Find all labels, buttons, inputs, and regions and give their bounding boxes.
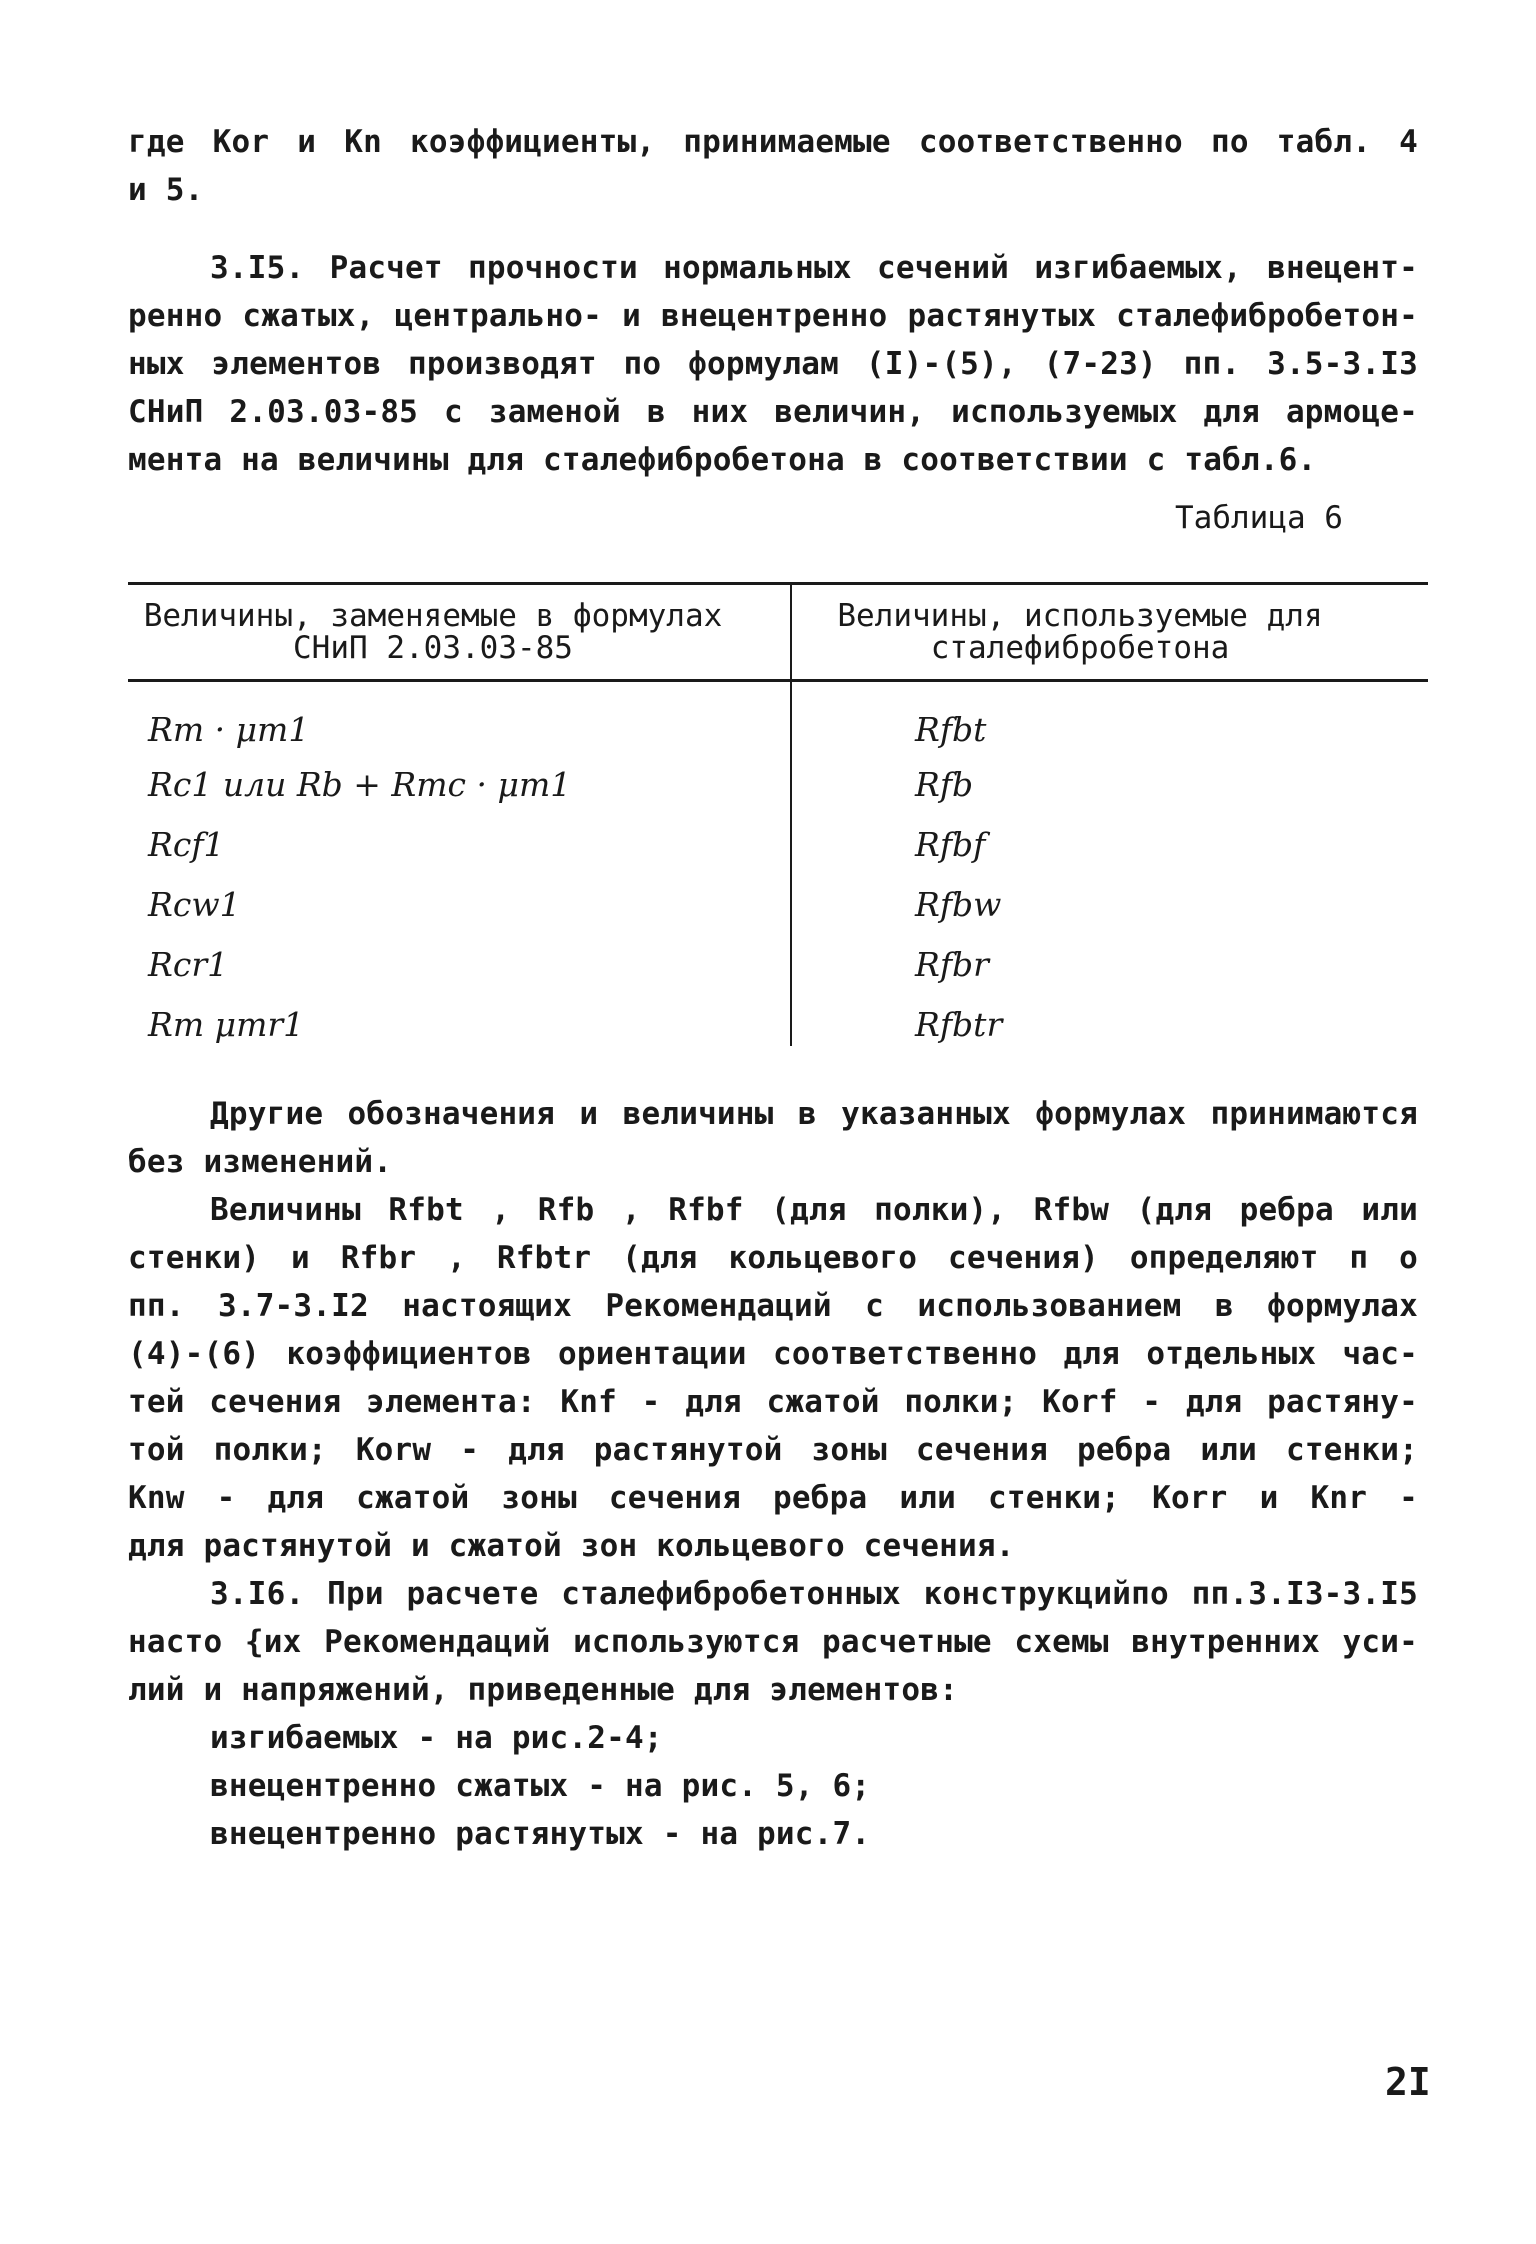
text-line: без изменений. <box>128 1144 393 1180</box>
text-line: где Kor и Kn коэффициенты, принимаемые соответственно по табл. 4 <box>128 124 1418 160</box>
table-cell-right: Rfbr <box>915 945 989 984</box>
table-header-left <box>128 600 738 664</box>
table-cell-left: Rc1 или Rb + Rmc · μm1 <box>148 765 572 804</box>
page-number: 2I <box>1385 2060 1431 2104</box>
table-header-rule <box>128 679 1428 682</box>
table-cell-left: Rm · μm1 <box>148 710 310 749</box>
table-cell-right: Rfbt <box>915 710 987 749</box>
table-header-right <box>800 600 1360 664</box>
text-line: Другие обозначения и величины в указанных формулах принимаются <box>210 1096 1418 1132</box>
text-line: и 5. <box>128 172 204 208</box>
table-cell-left: Rcr1 <box>148 945 229 984</box>
table-header-left-line: Величины, заменяемые в формулах <box>143 598 723 634</box>
text-line: ных элементов производят по формулам (I)-(5), (7-23) пп. 3.5-3.I3 <box>128 346 1418 382</box>
text-line: для растянутой и сжатой зон кольцевого сечения. <box>128 1528 1015 1564</box>
text-line: пп. 3.7-3.I2 настоящих Рекомендаций с использованием в формулах <box>128 1288 1418 1324</box>
text-line: той полки; Korw - для растянутой зоны сечения ребра или стенки; <box>128 1432 1418 1468</box>
table-top-rule <box>128 582 1428 585</box>
table-cell-right: Rfbtr <box>915 1005 1003 1044</box>
table-caption: Таблица 6 <box>1175 500 1343 536</box>
table-cell-left: Rcf1 <box>148 825 225 864</box>
table-header-right-line: Величины, используемые для <box>837 598 1323 634</box>
table-cell-left: Rcw1 <box>148 885 241 924</box>
list-item: внецентренно сжатых - на рис. 5, 6; <box>210 1768 871 1804</box>
table-header-right-line: сталефибробетона <box>930 630 1230 666</box>
text-line: Величины Rfbt , Rfb , Rfbf (для полки), Rfbw (для ребра или <box>210 1192 1418 1228</box>
table-column-divider <box>790 584 792 1046</box>
text-line: СНиП 2.03.03-85 с заменой в них величин, используемых для армоце- <box>128 394 1418 430</box>
text-line: лий и напряжений, приведенные для элементов: <box>128 1672 958 1708</box>
table-cell-right: Rfbw <box>915 885 1002 924</box>
text-line: мента на величины для сталефибробетона в соответствии с табл.6. <box>128 442 1317 478</box>
section-3-15-heading-line: 3.I5. Расчет прочности нормальных сечений изгибаемых, внецент- <box>210 250 1418 286</box>
table-cell-left: Rm μmr1 <box>148 1005 305 1044</box>
text-line: Knw - для сжатой зоны сечения ребра или стенки; Korr и Knr - <box>128 1480 1418 1516</box>
text-line: стенки) и Rfbr , Rfbtr (для кольцевого сечения) определяют п о <box>128 1240 1418 1276</box>
table-cell-right: Rfb <box>915 765 974 804</box>
section-3-16-heading-line: 3.I6. При расчете сталефибробетонных конструкцийпо пп.3.I3-3.I5 <box>210 1576 1418 1612</box>
text-line: насто {их Рекомендаций используются расчетные схемы внутренних уси- <box>128 1624 1418 1660</box>
text-line: (4)-(6) коэффициентов ориентации соответственно для отдельных час- <box>128 1336 1418 1372</box>
table-cell-right: Rfbf <box>915 825 986 864</box>
list-item: внецентренно растянутых - на рис.7. <box>210 1816 871 1852</box>
table-header-left-line: СНиП 2.03.03-85 <box>293 630 573 666</box>
text-line: тей сечения элемента: Knf - для сжатой полки; Korf - для растяну- <box>128 1384 1418 1420</box>
text-line: ренно сжатых, центрально- и внецентренно растянутых сталефибробетон- <box>128 298 1418 334</box>
list-item: изгибаемых - на рис.2-4; <box>210 1720 663 1756</box>
